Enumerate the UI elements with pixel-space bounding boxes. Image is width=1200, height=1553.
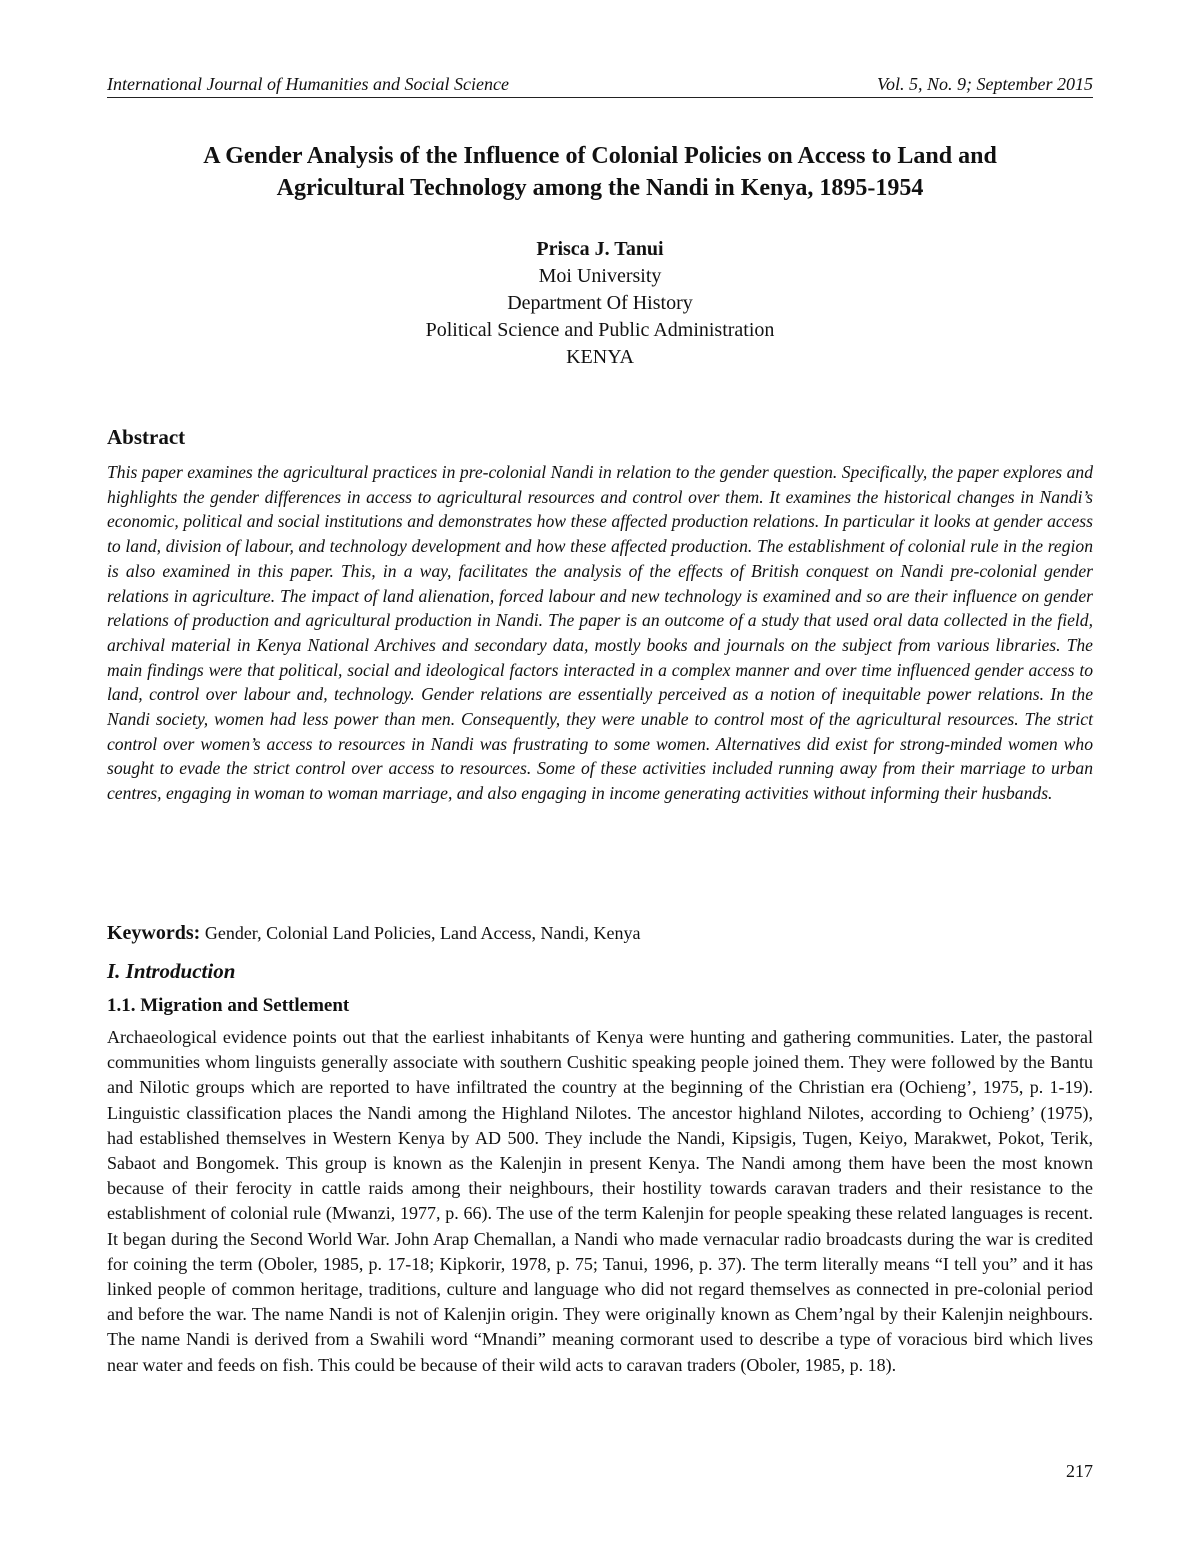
keywords (107, 920, 1093, 946)
running-header (107, 72, 1093, 98)
title-line-2: Agricultural Technology among the Nandi in Kenya, 1895-1954 (276, 175, 924, 201)
page-number: 217 (1066, 1461, 1093, 1481)
title-line-1: A Gender Analysis of the Influence of Colonial Policies on Access to Land and (203, 143, 997, 169)
section-heading-introduction: I. Introduction (107, 959, 236, 983)
keywords-label: Keywords: (107, 922, 201, 944)
subsection-heading-migration: 1.1. Migration and Settlement (107, 995, 350, 1016)
journal-name: International Journal of Humanities and Social Science (107, 74, 509, 94)
issue-info: Vol. 5, No. 9; September 2015 (877, 74, 1093, 94)
author-institution: Moi University (538, 265, 662, 287)
author-division: Political Science and Public Administration (425, 319, 775, 341)
author-department: Department Of History (507, 292, 693, 314)
body-paragraph: Archaeological evidence points out that the earliest inhabitants of Kenya were hunting and gathering communities. Later, the pastoral communities whom linguists generally associate with southern Cushitic speaking people joined them. They were followed by the Bantu and Nilotic groups which are reported to have infiltrated the country at the beginning of the Christian era (Ochieng’, 1975, p. 1-19). Linguistic classification places the Nandi among the Highland Nilotes. The ancestor highland Nilotes, according to Ochieng’ (1975), had established themselves in Western Kenya by AD 500. They include the Nandi, Kipsigis, Tugen, Keiyo, Marakwet, Pokot, Terik, Sabaot and Bongomek. This group is known as the Kalenjin in present Kenya. The Nandi among them have been the most known because of their ferocity in cattle raids among their neighbours, their hostility towards caravan traders and their resistance to the establishment of colonial rule (Mwanzi, 1977, p. 66). The use of the term Kalenjin for people speaking these related languages is recent. It began during the Second World War. John Arap Chemallan, a Nandi who made vernacular radio broadcasts during the war is credited for coining the term (Oboler, 1985, p. 17-18; Kipkorir, 1978, p. 75; Tanui, 1996, p. 37). The term literally means “I tell you” and it has linked people of common heritage, traditions, culture and language who did not regard themselves as connected in pre-colonial period and before the war. The name Nandi is not of Kalenjin origin. They were originally known as Chem’ngal by their Kalenjin neighbours. The name Nandi is derived from a Swahili word “Mnandi” meaning cormorant used to describe a type of voracious bird which lives near water and feeds on fish. This could be because of their wild acts to caravan traders (Oboler, 1985, p. 18). (107, 1027, 1093, 1375)
abstract-heading: Abstract (107, 425, 186, 449)
author-block (107, 236, 1093, 371)
keywords-text: Gender, Colonial Land Policies, Land Access, Nandi, Kenya (204, 923, 641, 943)
paper-title (107, 140, 1093, 204)
author-country: KENYA (566, 346, 634, 368)
abstract-text: This paper examines the agricultural practices in pre-colonial Nandi in relation to the gender question. Specifically, the paper explores and highlights the gender differences in access to agricultural resources and control over them. It examines the historical changes in Nandi’s economic, political and social institutions and demonstrates how these affected production relations. In particular it looks at gender access to land, division of labour, and technology development and how these affected production. The establishment of colonial rule in the region is also examined in this paper. This, in a way, facilitates the analysis of the effects of British conquest on Nandi pre-colonial gender relations in agriculture. The impact of land alienation, forced labour and new technology is examined and so are their influence on gender relations of production and agricultural production in Nandi. The paper is an outcome of a study that used oral data collected in the field, archival material in Kenya National Archives and secondary data, mostly books and journals on the subject from various libraries. The main findings were that political, social and ideological factors interacted in a complex manner and over time influenced gender access to land, control over labour and, technology. Gender relations are essentially perceived as a notion of inequitable power relations. In the Nandi society, women had less power than men. Consequently, they were unable to control most of the agricultural resources. The strict control over women’s access to resources in Nandi was frustrating to some women. Alternatives did exist for strong-minded women who sought to evade the strict control over access to resources. Some of these activities included running away from their marriage to urban centres, engaging in woman to woman marriage, and also engaging in income generating activities without informing their husbands. (107, 462, 1093, 804)
author-name: Prisca J. Tanui (536, 238, 664, 260)
